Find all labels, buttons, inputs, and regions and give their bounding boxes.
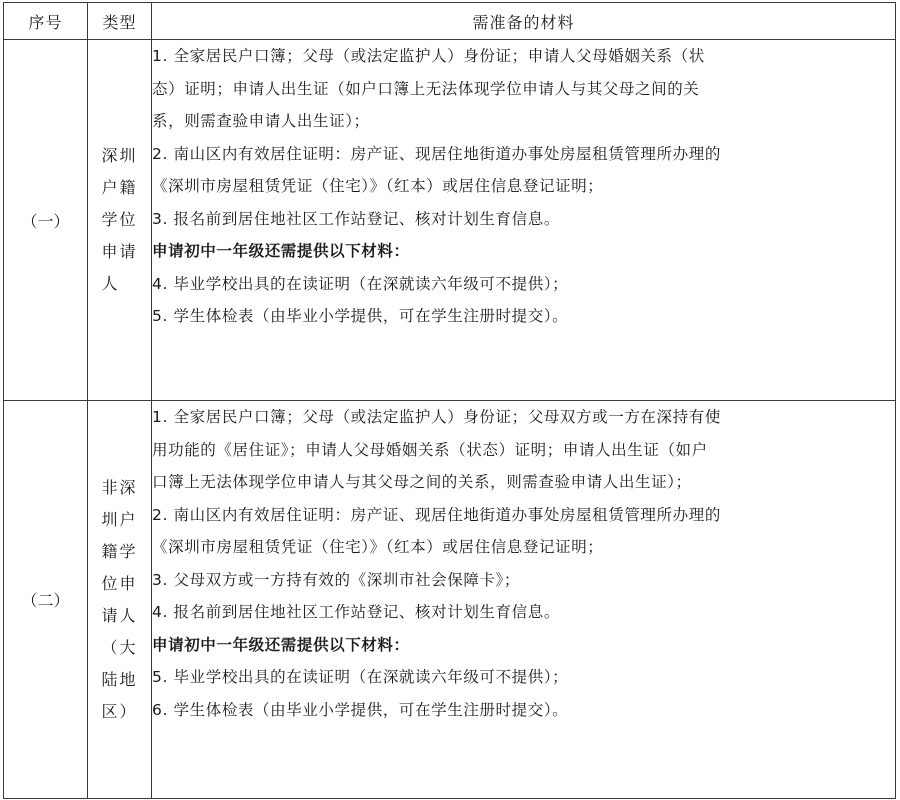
materials-cell xyxy=(152,40,896,401)
material-line: 《深圳市房屋租赁凭证（住宅）》（红本）或居住信息登记证明； xyxy=(152,538,604,556)
material-line: 5. 学生体检表（由毕业小学提供，可在学生注册时提交）。 xyxy=(152,307,569,325)
material-line: 口簿上无法体现学位申请人与其父母之间的关系，则需查验申请人出生证）； xyxy=(152,473,692,491)
materials-table xyxy=(3,2,896,799)
material-line: 6. 学生体检表（由毕业小学提供，可在学生注册时提交）。 xyxy=(152,700,569,719)
section-subheading: 申请初中一年级还需提供以下材料： xyxy=(152,635,410,654)
material-line: 2. 南山区内有效居住证明：房产证、现居住地街道办事处房屋租赁管理所办理的 xyxy=(152,144,721,163)
material-line: 4. 报名前到居住地社区工作站登记、核对计划生育信息。 xyxy=(152,603,560,621)
table-row xyxy=(4,40,896,401)
material-line: 用功能的《居住证》；申请人父母婚姻关系（状态）证明；申请人出生证（如户 xyxy=(152,440,708,459)
material-line: 态）证明；申请人出生证（如户口簿上无法体现学位申请人与其父母之间的关 xyxy=(152,79,700,98)
header-type: 类型 xyxy=(88,3,152,40)
material-line: 1. 全家居民户口簿；父母（或法定监护人）身份证；父母双方或一方在深持有使 xyxy=(152,408,721,426)
header-no: 序号 xyxy=(4,3,88,40)
table-row xyxy=(4,401,896,799)
table-header-row xyxy=(4,3,896,40)
applicant-type-cell xyxy=(88,401,152,799)
applicant-type: 非深圳户籍学位申请人（大陆地区） xyxy=(101,477,138,721)
material-line: 5. 毕业学校出具的在读证明（在深就读六年级可不提供）； xyxy=(152,668,569,686)
material-line: 3. 父母双方或一方持有效的《深圳市社会保障卡》； xyxy=(152,570,520,589)
material-line: 2. 南山区内有效居住证明：房产证、现居住地街道办事处房屋租赁管理所办理的 xyxy=(152,505,721,524)
material-line: 《深圳市房屋租赁凭证（住宅）》（红本）或居住信息登记证明； xyxy=(152,177,604,195)
material-line: 3. 报名前到居住地社区工作站登记、核对计划生育信息。 xyxy=(152,209,560,228)
header-materials: 需准备的材料 xyxy=(152,3,896,40)
applicant-type-cell xyxy=(88,40,152,401)
applicant-type: 深圳户籍学位申请人 xyxy=(101,146,138,293)
row-number: （二） xyxy=(4,401,88,799)
material-line: 1. 全家居民户口簿；父母（或法定监护人）身份证；申请人父母婚姻关系（状 xyxy=(152,47,705,65)
section-subheading: 申请初中一年级还需提供以下材料： xyxy=(152,242,410,260)
material-line: 4. 毕业学校出具的在读证明（在深就读六年级可不提供）； xyxy=(152,274,569,293)
material-line: 系，则需查验申请人出生证）； xyxy=(152,112,370,130)
row-number: （一） xyxy=(4,40,88,401)
materials-cell xyxy=(152,401,896,799)
